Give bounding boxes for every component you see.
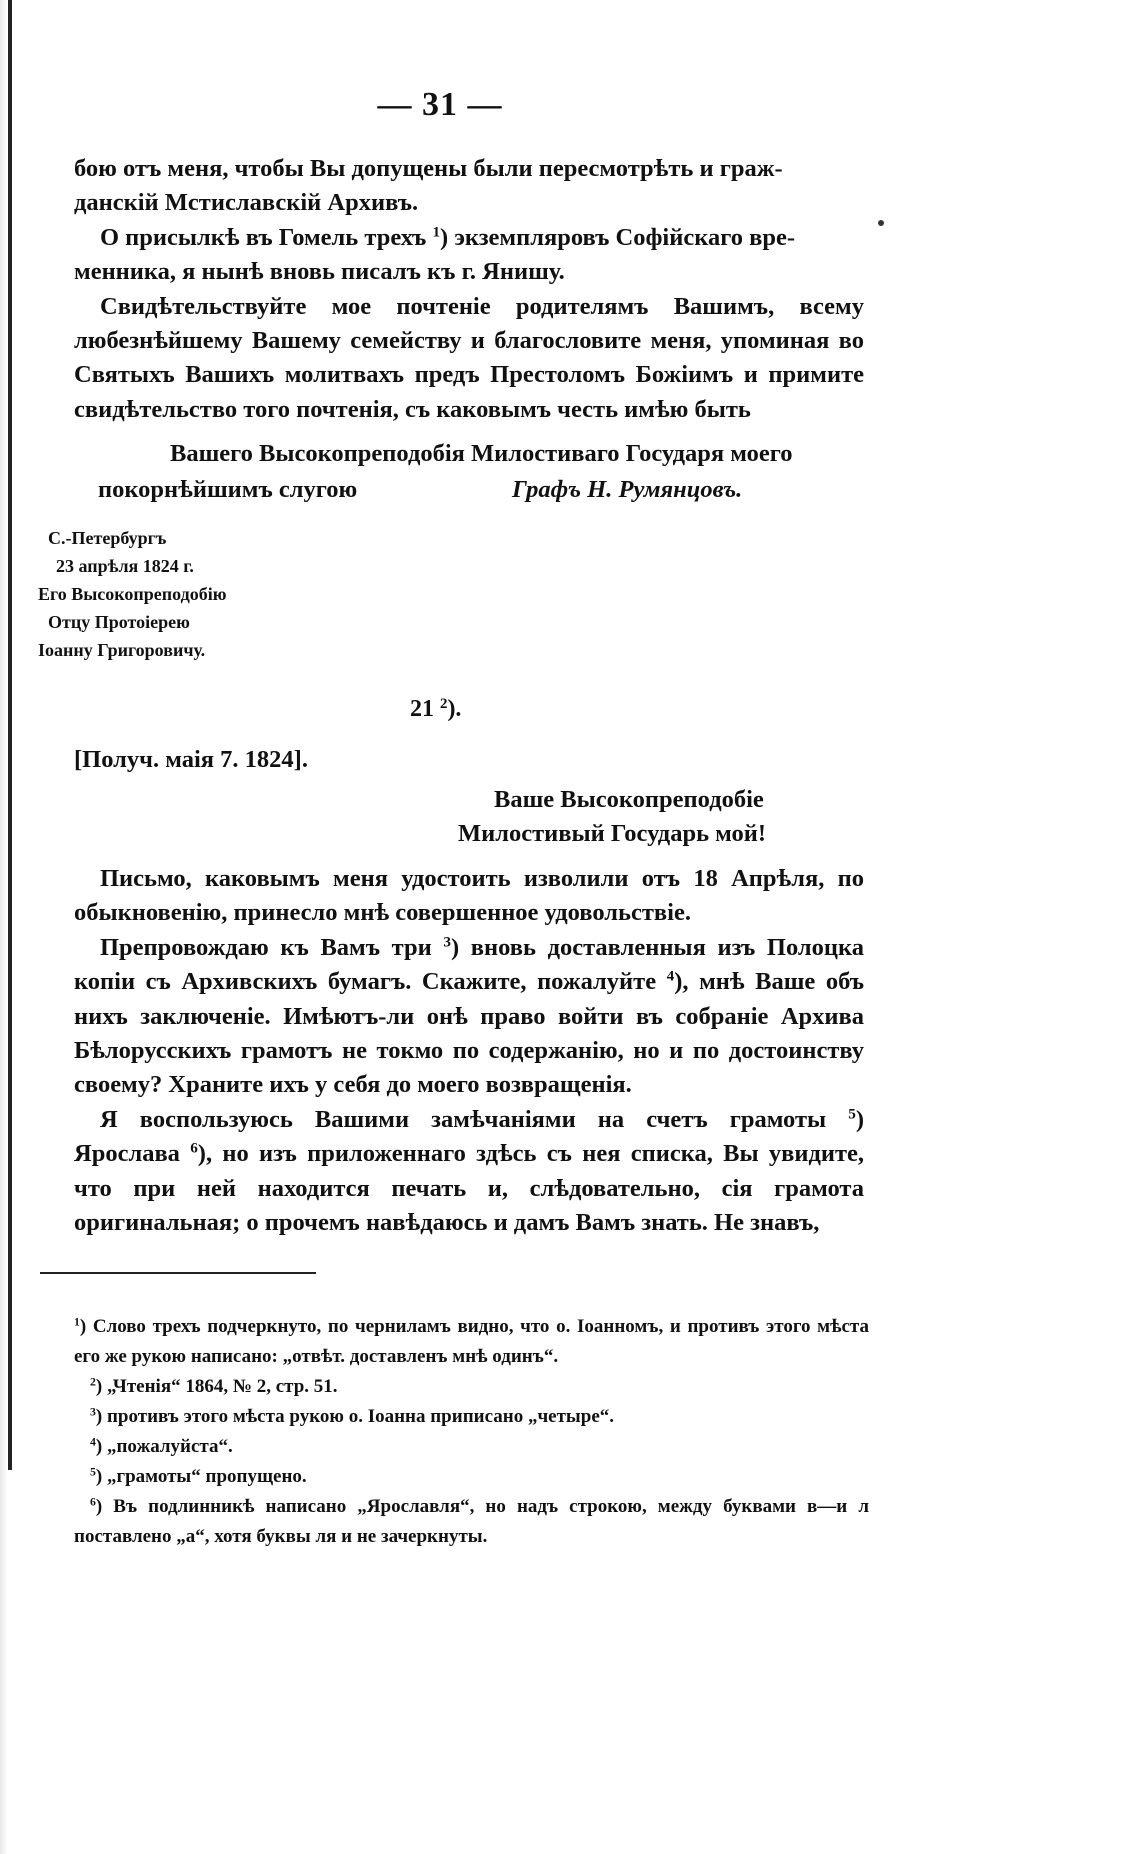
letter-number-value: 21 xyxy=(410,696,434,722)
footnote-ref-4[interactable]: 4 xyxy=(666,967,675,985)
address-to-2: Отцу Протоіерею xyxy=(48,612,190,632)
footnote-text: ) „пожалуйста“. xyxy=(95,1436,233,1457)
footnote-2 xyxy=(74,1372,869,1402)
letter2-body xyxy=(74,862,864,1240)
footnote-mark: 6 xyxy=(90,1495,96,1509)
address-block xyxy=(38,524,298,664)
address-to-1: Его Высокопреподобію xyxy=(38,584,227,604)
letter1-body xyxy=(74,152,864,427)
footnote-3 xyxy=(74,1402,869,1432)
footnote-text: ) противъ этого мѣста рукою о. Іоанна приписано „четыре“. xyxy=(95,1406,615,1427)
footnote-4 xyxy=(74,1432,869,1462)
page-edge-shadow xyxy=(0,0,8,1854)
para1-line1: бою отъ меня, чтобы Вы допущены были пересмотрѣть и граж- xyxy=(74,155,783,182)
footnote-mark: 1 xyxy=(74,1315,80,1329)
letter-number xyxy=(410,696,461,723)
body2-para3-a: Я воспользуюсь Вашими замѣчаніями на счетъ грамоты xyxy=(100,1105,827,1133)
address-city: С.-Петербургъ xyxy=(48,528,167,548)
para2-text-b: ) экземпляровъ Софійскаго вре- xyxy=(440,223,795,251)
footnote-ref-3[interactable]: 3 xyxy=(443,933,451,951)
body2-para3-c: ), но изъ приложеннаго здѣсь съ нея списка, Вы увидите, что при ней находится печать и, слѣдовательно, сія грамота оригинальная; о прочемъ навѣдаюсь и дамъ Вамъ знать. Не знавъ, xyxy=(74,1140,865,1237)
address-to-3: Іоанну Григоровичу. xyxy=(38,640,206,660)
closing-line-1: Вашего Высокопреподобія Милостиваго Государя моего xyxy=(170,440,793,467)
footnote-ref-1[interactable]: 1 xyxy=(432,223,441,241)
footnote-mark: 3 xyxy=(90,1405,96,1419)
footnote-text: ) Слово трехъ подчеркнуто, по черниламъ видно, что о. Іоанномъ, и противъ этого мѣста его же рукою написано: „отвѣт. доставленъ мнѣ одинъ“. xyxy=(74,1316,869,1367)
body2-para1: Письмо, каковымъ меня удостоить изволили отъ 18 Апрѣля, по обыкновенію, принесло мнѣ совершенное удовольствіе. xyxy=(74,865,864,927)
footnote-mark: 4 xyxy=(90,1435,96,1449)
address-date: 23 апрѣля 1824 г. xyxy=(56,556,194,576)
closing-line-2: покорнѣйшимъ слугою xyxy=(98,476,358,503)
salutation-line-1: Ваше Высокопреподобіе xyxy=(494,786,764,813)
para1 xyxy=(74,152,864,221)
footnote-1 xyxy=(74,1312,869,1372)
footnote-text: ) „Чтенія“ 1864, № 2, стр. 51. xyxy=(95,1376,338,1397)
body2-para3 xyxy=(74,1103,864,1241)
footnote-6 xyxy=(74,1492,869,1552)
body2-para2 xyxy=(74,931,864,1103)
para3: Свидѣтельствуйте мое почтеніе родителямъ Вашимъ, всему любезнѣйшему Вашему семейству и благословите меня, упоминая во Святыхъ Вашихъ молитвахъ предъ Престоломъ Божіимъ и примите свидѣтельство того почтенія, съ каковымъ честь имѣю быть xyxy=(74,292,864,423)
footnote-ref-5[interactable]: 5 xyxy=(848,1105,856,1123)
footnote-5 xyxy=(74,1462,869,1492)
letter-number-suffix: ). xyxy=(447,696,462,722)
signature: Графъ Н. Румянцовъ. xyxy=(512,476,743,503)
footnote-mark: 2 xyxy=(90,1375,96,1389)
footnote-ref-6[interactable]: 6 xyxy=(190,1139,198,1157)
salutation-line-2: Милостивый Государь мой! xyxy=(458,820,767,847)
body2-para2-b: ) вновь доставленныя изъ Полоцка копіи съ Архивскихъ бумагъ. Скажите, пожалуйте xyxy=(74,933,865,996)
footnote-text: ) Въ подлинникѣ написано „Ярославля“, но надъ строкою, между буквами в—и л поставлено „а“, хотя буквы ля и не зачеркнуты. xyxy=(74,1496,869,1547)
para2-line2: менника, я нынѣ вновь писалъ къ г. Янишу. xyxy=(74,258,565,286)
footnotes xyxy=(74,1312,869,1552)
para1-line2: данскій Мстиславскій Архивъ. xyxy=(74,189,419,217)
para2-text-a: О присылкѣ въ Гомель трехъ xyxy=(100,223,427,251)
footnote-text: ) „грамоты“ пропущено. xyxy=(95,1466,307,1487)
binding-edge-line xyxy=(8,0,12,1470)
body2-para2-c: ), мнѣ Ваше объ нихъ заключеніе. Имѣютъ-ли онѣ право войти въ собраніе Архива Бѣлорусскихъ грамотъ не токмо по содержанію, но и по достоинству своему? Храните ихъ у себя до моего возвращенія. xyxy=(74,968,864,1099)
received-date: [Получ. маія 7. 1824]. xyxy=(74,746,308,773)
body2-para2-a: Препровождаю къ Вамъ три xyxy=(100,933,432,961)
footnote-mark: 5 xyxy=(90,1465,96,1479)
ink-speck xyxy=(878,220,884,226)
body2-para3-b: ) Ярослава xyxy=(74,1105,864,1168)
footnote-separator xyxy=(40,1272,316,1274)
para2 xyxy=(74,221,864,290)
page-number: — 31 — xyxy=(377,86,503,123)
footnote-ref-2[interactable]: 2 xyxy=(440,695,448,712)
